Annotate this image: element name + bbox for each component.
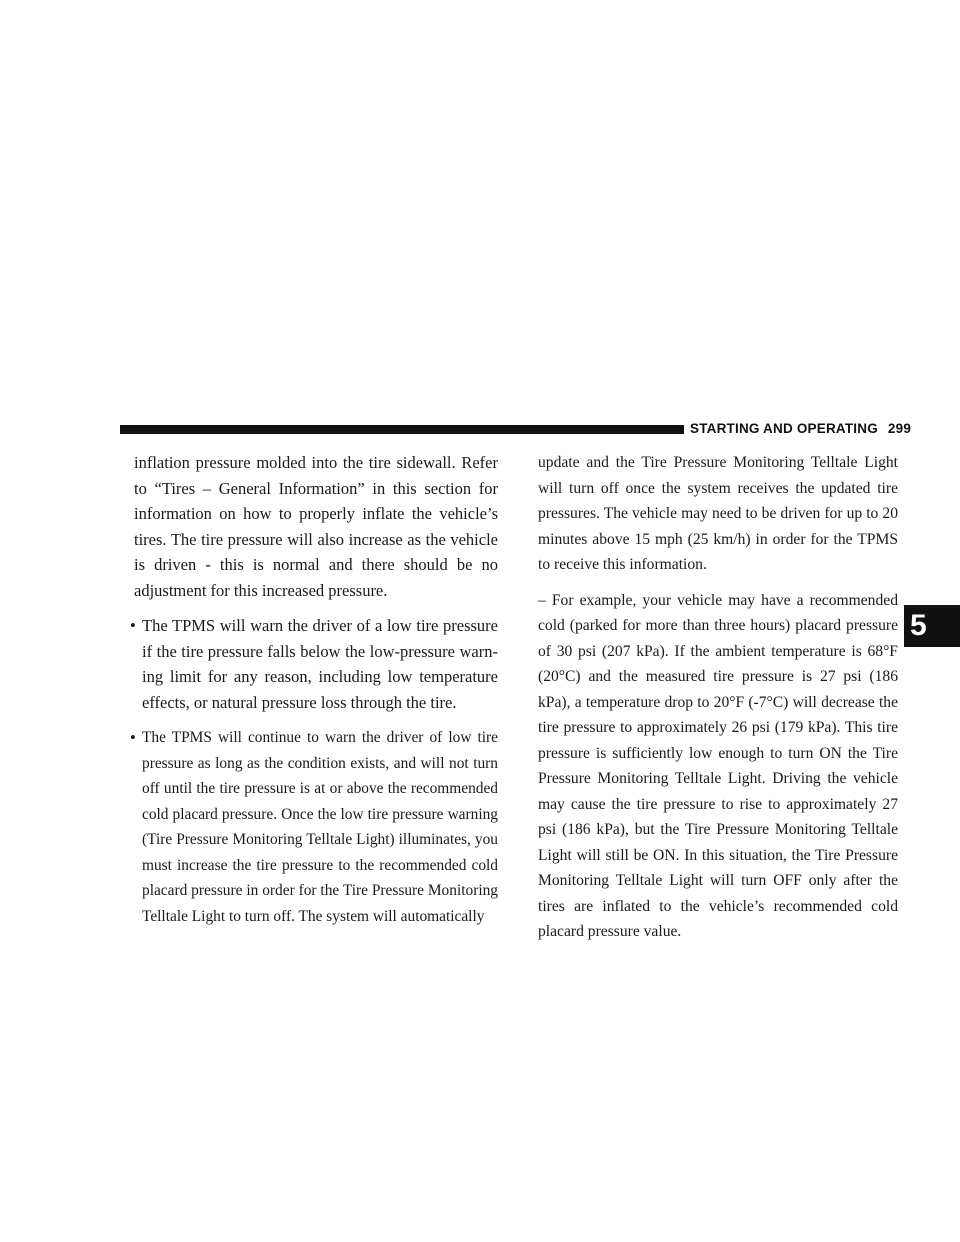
bullet-text: The TPMS will warn the driver of a low tire pressure if the tire pressure falls below the low-pressure warn-ing limit for any reason, including low temperature effects, or natural pressure loss through the tire.: [142, 616, 498, 712]
header-rule: [120, 425, 684, 434]
paragraph: update and the Tire Pressure Monitoring Telltale Light will turn off once the system receives the updated tire pressures. The vehicle may need to be driven for up to 20 minutes above 15 mph (25 km/h) in order for the TPMS to receive this information.: [538, 454, 898, 573]
bullet-text: The TPMS will continue to warn the driver of low tire pressure as long as the condition exists, and will not turn off until the tire pressure is at or above the recommended cold placard pressure. Once the low tire pressure warning (Tire Pressure Monitoring Telltale Light) illuminates, you must increase the tire pressure to the recommended cold placard pressure in order for the Tire Pressure Monitoring Telltale Light to turn off. The system will automatically: [142, 729, 498, 925]
right-column: [538, 450, 898, 955]
bullet-icon: •: [130, 728, 136, 747]
section-title: STARTING AND OPERATING: [690, 421, 878, 436]
bullet-item: [130, 725, 498, 929]
bullet-icon: •: [130, 616, 136, 635]
chapter-tab: 5: [904, 605, 960, 647]
paragraph: inflation pressure molded into the tire sidewall. Refer to “Tires – General Information” in this section for information on how to properly inflate the vehicle’s tires. The tire pressure will also increase as the vehicle is driven - this is normal and there should be no adjustment for this increased pressure.: [134, 453, 498, 600]
running-header: [690, 421, 911, 436]
page-number: 299: [887, 421, 912, 436]
left-column: [130, 450, 498, 939]
paragraph: – For example, your vehicle may have a recommended cold (parked for more than three hours) placard pressure of 30 psi (207 kPa). If the ambient temperature is 68°F (20°C) and the measured tire pressure is 27 psi (186 kPa), a temperature drop to 20°F (-7°C) will decrease the tire pressure to approximately 26 psi (179 kPa). This tire pressure is sufficiently low enough to turn ON the Tire Pressure Monitoring Telltale Light. Driving the vehicle may cause the tire pressure to rise to approximately 27 psi (186 kPa), but the Tire Pressure Monitoring Telltale Light will still be ON. In this situation, the Tire Pressure Monitoring Telltale Light will turn OFF only after the tires are inflated to the vehicle’s recommended cold placard pressure value.: [538, 591, 898, 940]
bullet-item: [130, 613, 498, 715]
